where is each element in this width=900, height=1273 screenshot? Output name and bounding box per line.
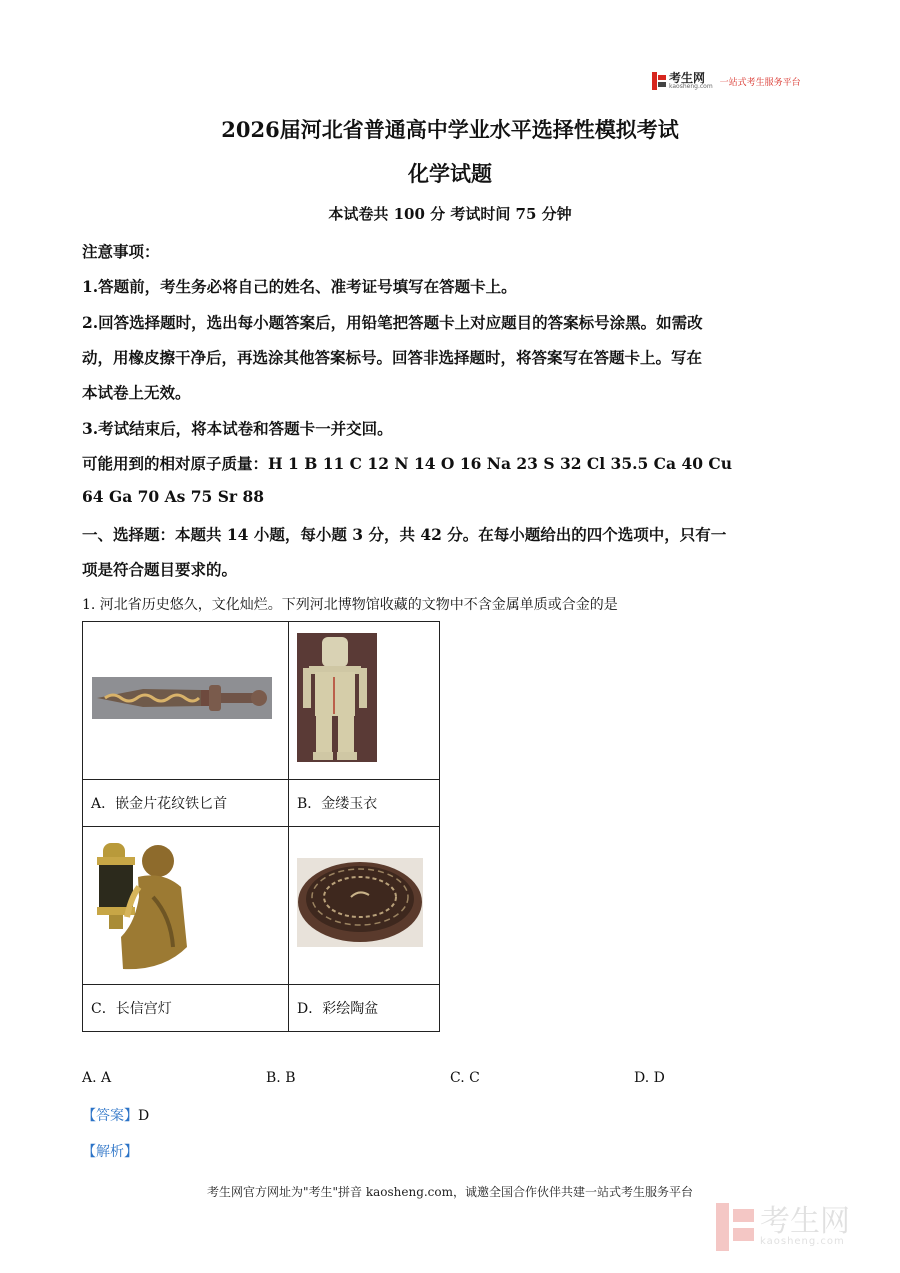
analysis-label: 【解析】 — [82, 1144, 138, 1160]
exam-info: 本试卷共 100 分 考试时间 75 分钟 — [328, 205, 572, 223]
analysis-line — [82, 1141, 138, 1161]
option-b-caption: B．金缕玉衣 — [289, 780, 440, 827]
palace-lamp-icon — [83, 827, 280, 980]
brand-logo — [652, 72, 801, 90]
atomic-masses-line1: 可能用到的相对原子质量：H 1 B 11 C 12 N 14 O 16 Na 23 S 32 Cl 35.5 Ca 40 Cu — [82, 454, 733, 473]
section-heading-line1: 一、选择题：本题共 14 小题，每小题 3 分，共 42 分。在每小题给出的四个选项中，只有一 — [82, 525, 727, 544]
option-d-image — [289, 827, 440, 985]
watermark-logo-icon — [716, 1203, 754, 1251]
watermark-name: 考生网 — [760, 1204, 850, 1239]
section-heading-line2: 项是符合题目要求的。 — [82, 560, 238, 579]
answer-value: D — [138, 1108, 150, 1124]
choice-d: D. D — [634, 1070, 665, 1086]
notice-item-2-line2: 动，用橡皮擦干净后，再选涂其他答案标号。回答非选择题时，将答案写在答题卡上。写在 — [82, 348, 703, 367]
logo-slogan: 一站式考生服务平台 — [719, 77, 801, 88]
choice-c: C. C — [450, 1070, 480, 1086]
jade-suit-icon — [289, 622, 431, 775]
subject-title: 化学试题 — [408, 161, 492, 186]
notice-item-1: 1.答题前，考生务必将自己的姓名、准考证号填写在答题卡上。 — [82, 277, 517, 296]
option-c-caption: C．长信宫灯 — [83, 985, 289, 1032]
notice-item-2-line1: 2.回答选择题时，选出每小题答案后，用铅笔把答题卡上对应题目的答案标号涂黑。如需改 — [82, 313, 703, 332]
option-c-image — [83, 827, 289, 985]
option-b-image — [289, 622, 440, 780]
notice-heading: 注意事项： — [82, 242, 160, 261]
option-a-image — [83, 622, 289, 780]
painted-pottery-basin-icon — [289, 827, 431, 980]
atomic-masses-line2: 64 Ga 70 As 75 Sr 88 — [82, 487, 265, 506]
choice-a: A. A — [82, 1070, 112, 1086]
question-1-options-table — [82, 621, 440, 1032]
logo-name: 考生网 — [669, 71, 706, 85]
kaosheng-logo-icon — [652, 72, 666, 90]
option-a-caption: A．嵌金片花纹铁匕首 — [83, 780, 289, 827]
watermark-url: kaosheng.com — [760, 1236, 845, 1247]
footer-text: 考生网官方网址为"考生"拼音 kaosheng.com，诚邀全国合作伙伴共建一站式考生服务平台 — [206, 1185, 694, 1199]
watermark — [716, 1203, 850, 1251]
iron-dagger-icon — [83, 622, 280, 775]
answer-label: 【答案】 — [82, 1108, 138, 1124]
notice-item-3: 3.考试结束后，将本试卷和答题卡一并交回。 — [82, 419, 393, 438]
logo-url: kaosheng.com — [669, 83, 713, 90]
choice-b: B. B — [266, 1070, 296, 1086]
option-d-caption: D．彩绘陶盆 — [289, 985, 440, 1032]
answer-line — [82, 1105, 149, 1125]
exam-title: 2026届河北省普通高中学业水平选择性模拟考试 — [221, 117, 679, 142]
question-1-stem: 1. 河北省历史悠久，文化灿烂。下列河北博物馆收藏的文物中不含金属单质或合金的是 — [82, 597, 618, 613]
notice-item-2-line3: 本试卷上无效。 — [82, 383, 191, 402]
